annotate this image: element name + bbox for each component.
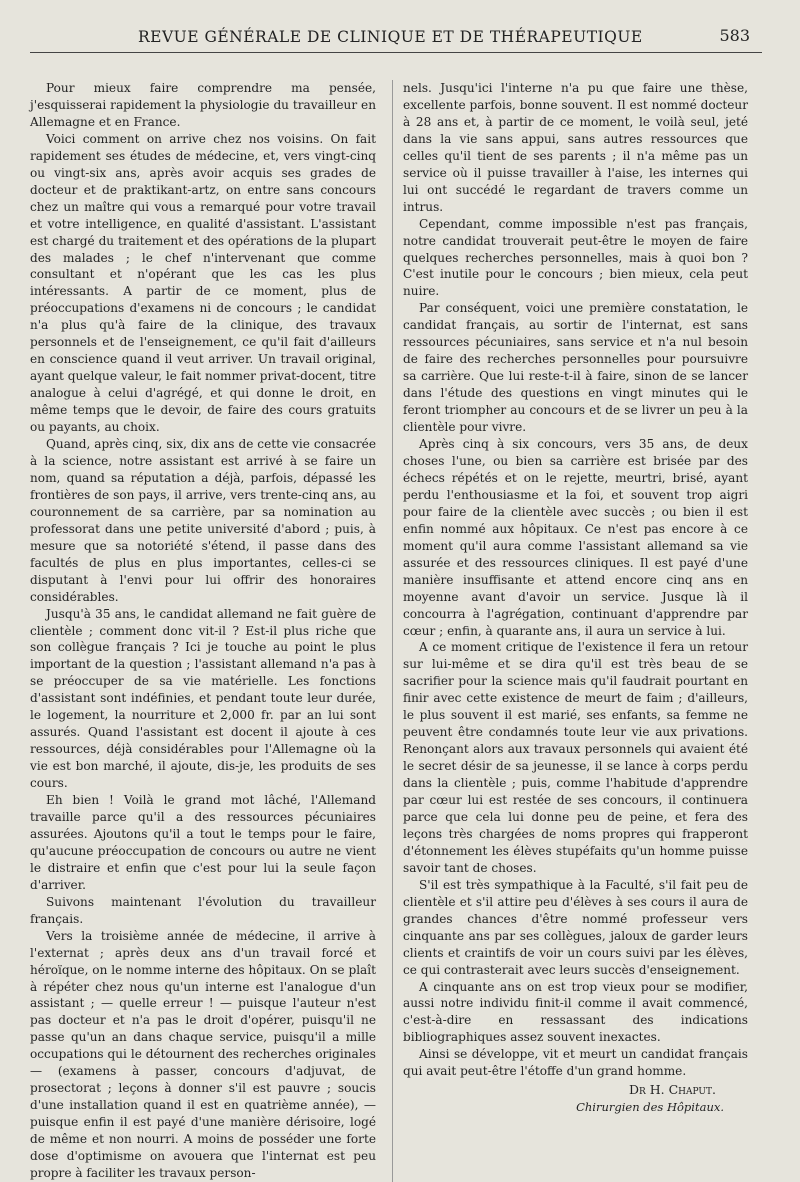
paragraph: Cependant, comme impossible n'est pas français, notre candidat trouverait peut-être le moyen de faire quelques recherches personnelles, mais à quoi bon ? C'est inutile pour le concours ; bien mieux, cela peut nuire. bbox=[403, 216, 748, 299]
paragraph: Suivons maintenant l'évolution du travailleur français. bbox=[30, 894, 376, 926]
paragraph: S'il est très sympathique à la Faculté, s'il fait peu de clientèle et s'il attire peu d'élèves à ses cours il aura de grandes chances d'être nommé professeur vers cinquante ans par ses collègues, jaloux de garder leurs clients et craintifs de voir un cours suivi par les élèves, ce qui contrasterait avec leurs succès d'enseignement. bbox=[403, 877, 748, 977]
paragraph: Vers la troisième année de médecine, il arrive à l'externat ; après deux ans d'un travail forcé et héroïque, on le nomme interne des hôpitaux. On se plaît à répéter chez nous qu'un interne est l'analogue d'un assistant ; — quelle erreur ! — puisque l'auteur n'est pas docteur et n'a pas le droit d'opérer, puisqu'il ne passe qu'un an dans chaque service, puisqu'il a mille occupations qui le détournent des recherches originales — (examens à passer, concours d'adjuvat, de prosectorat ; leçons à donner s'il est pauvre ; soucis d'une installation quand il est en quatrième année), — puisque enfin il est payé d'une manière dérisoire, logé de même et non nourri. A moins de posséder une forte dose d'optimisme on avouera que l'internat est peu propre à faciliter les travaux person- bbox=[30, 928, 376, 1180]
paragraph: Eh bien ! Voilà le grand mot lâché, l'Allemand travaille parce qu'il a des ressources pécuniaires assurées. Ajoutons qu'il a tout le temps pour le faire, qu'aucune préoccupation de concours ou autre ne vient le distraire et enfin que c'est pour lui la seule façon d'arriver. bbox=[30, 793, 376, 892]
paragraph: Après cinq à six concours, vers 35 ans, de deux choses l'une, ou bien sa carrière est brisée par des échecs répétés et on le rejette, meurtri, brisé, ayant perdu l'enthousiasme et la foi, et souvent trop aigri pour faire de la clientèle avec succès ; ou bien il est enfin nommé aux hôpitaux. Ce n'est pas encore à ce moment qu'il aura comme l'assistant allemand sa vie assurée et des ressources cliniques. Il est payé d'une manière insuffisante et attend encore cinq ans en moyenne avant d'avoir un service. Jusque là il concourra à l'agrégation, continuant d'apprendre par cœur ; enfin, à quarante ans, il aura un service à lui. bbox=[403, 437, 748, 638]
paragraph: Ainsi se développe, vit et meurt un candidat français qui avait peut-être l'étoffe d'un grand homme. bbox=[403, 1047, 748, 1079]
paragraph: Par conséquent, voici une première constatation, le candidat français, au sortir de l'internat, est sans ressources pécuniaires, sans service et n'a nul besoin de faire des recherches personnelles pour poursuivre sa carrière. Que lui reste-t-il à faire, sinon de se lancer dans l'étude des questions en vingt minutes qui le feront triompher au concours et de se livrer un peu à la clientèle pour vivre. bbox=[403, 301, 748, 435]
author-name: Dr H. Chaput. bbox=[629, 1082, 716, 1098]
paragraph: Quand, après cinq, six, dix ans de cette vie consacrée à la science, notre assistant est arrivé à se faire un nom, quand sa réputation a déjà, parfois, dépassé les frontières de son pays, il arrive, vers trente-cinq ans, au couronnement de sa carrière, par sa nomination au professorat dans une petite université d'abord ; puis, à mesure que sa notoriété s'étend, il passe dans des facultés de plus en plus importantes, celles-ci se disputant à l'envi pour lui offrir des honoraires considérables. bbox=[30, 437, 376, 604]
running-title: REVUE GÉNÉRALE DE CLINIQUE ET DE THÉRAPEUTIQUE bbox=[138, 28, 643, 46]
paragraph: nels. Jusqu'ici l'interne n'a pu que faire une thèse, excellente parfois, bonne souvent. Il est nommé docteur à 28 ans et, à partir de ce moment, le voilà seul, jeté dans la vie sans appui, sans autres ressources que celles qu'il tient de ses parents ; il n'a même pas un service où il puisse travailler à l'aise, les internes qui lui ont succédé le regardant de travers comme un intrus. bbox=[403, 81, 748, 214]
header-rule bbox=[30, 52, 762, 53]
author-signature bbox=[403, 1082, 748, 1099]
page-header bbox=[30, 22, 762, 52]
paragraph: Jusqu'à 35 ans, le candidat allemand ne fait guère de clientèle ; comment donc vit-il ? Est-il plus riche que son collègue français ? Ici je touche au point le plus important de la question ; l'assistant allemand n'a pas à se préoccuper de sa vie matérielle. Les fonctions d'assistant sont indéfinies, et pendant toute leur durée, le logement, la nourriture et 2,000 fr. par an lui sont assurés. Quand l'assistant est docent il ajoute à ces ressources, déjà considérables pour l'Allemagne où la vie est bon marché, il ajoute, dis-je, les produits de ses cours. bbox=[30, 606, 376, 791]
author-affiliation: Chirurgien des Hôpitaux. bbox=[576, 1100, 724, 1115]
right-column bbox=[392, 80, 748, 1182]
paragraph: Voici comment on arrive chez nos voisins. On fait rapidement ses études de médecine, et, vers vingt-cinq ou vingt-six ans, après avoir acquis ses grades de docteur et de praktikant-artz, on entre sans concours chez un maître qui vous a remarqué pour votre travail et votre intelligence, en qualité d'assistant. L'assistant est chargé du traitement et des opérations de la plupart des malades ; le chef n'intervenant que comme consultant et n'opérant que les cas les plus intéressants. A partir de ce moment, plus de préoccupations d'examens ni de concours ; le candidat n'a plus qu'à faire de la clinique, des travaux personnels et de l'enseignement, ce qu'il fait d'ailleurs en conscience quand il veut arriver. Un travail original, ayant quelque valeur, le fait nommer privat-docent, titre analogue à celui d'agrégé, et qui donne le droit, en même temps que le devoir, de faire des cours gratuits ou payants, au choix. bbox=[30, 131, 376, 435]
paragraph: A cinquante ans on est trop vieux pour se modifier, aussi notre individu finit-il comme il avait commencé, c'est-à-dire en ressassant des indications bibliographiques assez souvent inexactes. bbox=[403, 979, 748, 1045]
left-column bbox=[30, 80, 386, 1182]
page-number: 583 bbox=[719, 26, 750, 45]
paragraph: Pour mieux faire comprendre ma pensée, j'esquisserai rapidement la physiologie du travailleur en Allemagne et en France. bbox=[30, 81, 376, 129]
article-body bbox=[30, 80, 762, 1182]
paragraph: A ce moment critique de l'existence il fera un retour sur lui-même et se dira qu'il est très beau de se sacrifier pour la science mais qu'il faudrait pourtant en finir avec cette existence de meurt de faim ; d'ailleurs, le plus souvent il est marié, ses enfants, sa femme ne peuvent être condamnés toute leur vie aux privations. Renonçant alors aux travaux personnels qui avaient été le secret désir de sa jeunesse, il se lance à corps perdu dans la clientèle ; puis, comme l'habitude d'apprendre par cœur lui est restée de ses concours, il continuera parce que cela lui donne peu de peine, et fera des leçons très chargées de noms propres qui frapperont d'étonnement les élèves stupéfaits qu'un homme puisse savoir tant de choses. bbox=[403, 640, 748, 875]
